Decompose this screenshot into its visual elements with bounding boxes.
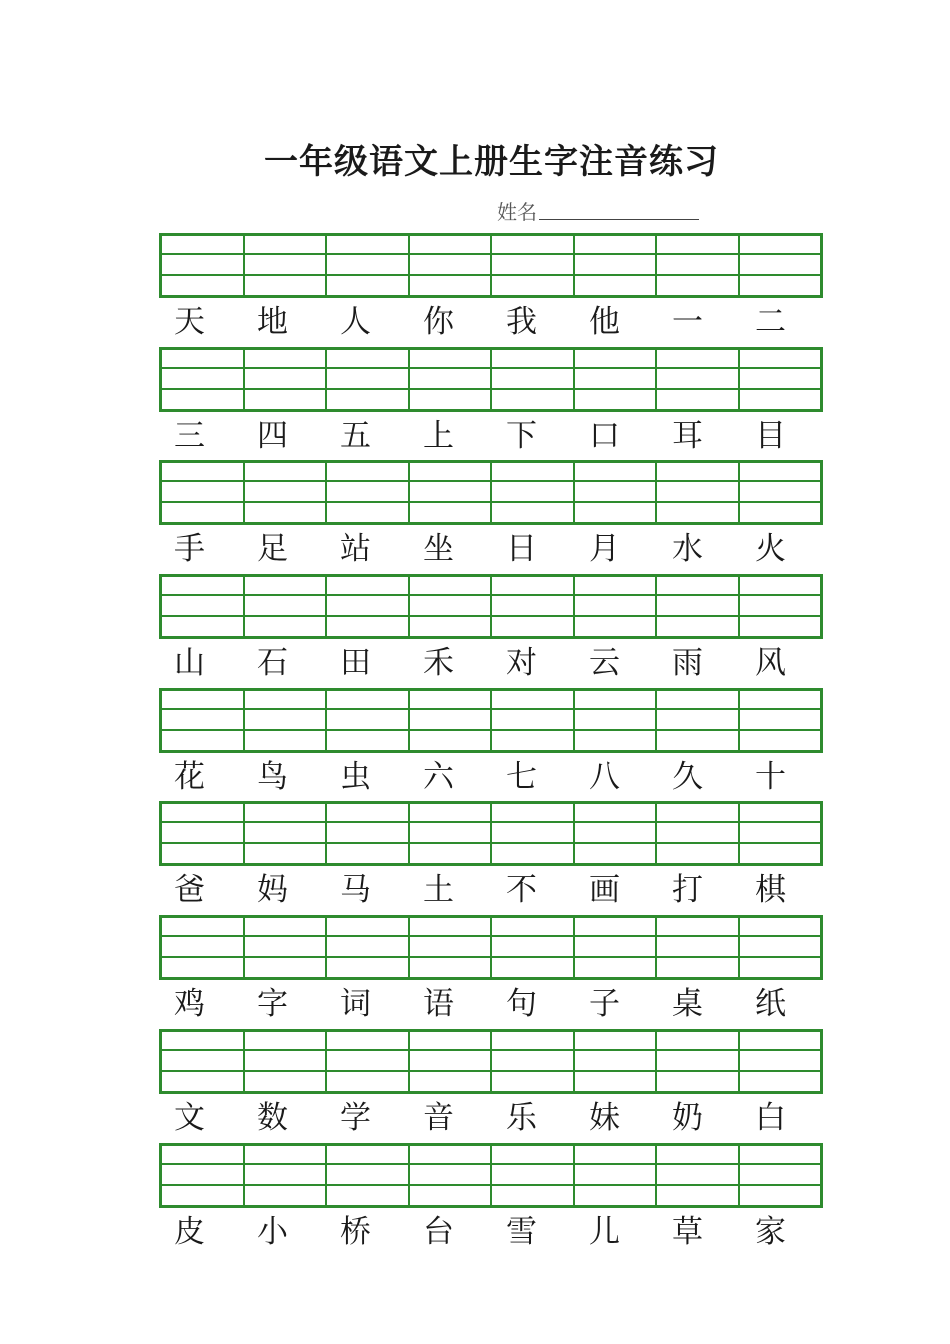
character: 词	[340, 986, 371, 1023]
character: 二	[755, 304, 786, 340]
practice-row	[159, 460, 823, 574]
character: 雨	[672, 645, 703, 682]
character: 人	[340, 304, 371, 340]
pinyin-writing-cell[interactable]	[245, 577, 328, 636]
character: 花	[174, 758, 205, 795]
pinyin-writing-cell[interactable]	[327, 691, 410, 750]
character: 虫	[340, 758, 371, 795]
pinyin-writing-cell[interactable]	[657, 463, 740, 522]
pinyin-writing-cell[interactable]	[492, 577, 575, 636]
pinyin-writing-cell[interactable]	[410, 577, 493, 636]
character: 禾	[423, 645, 454, 682]
pinyin-writing-cell[interactable]	[410, 1032, 493, 1091]
character: 妈	[257, 872, 288, 909]
pinyin-writing-cell[interactable]	[492, 236, 575, 295]
character: 白	[755, 1099, 786, 1136]
pinyin-writing-cell[interactable]	[162, 577, 245, 636]
pinyin-writing-cell[interactable]	[740, 236, 821, 295]
character: 七	[506, 758, 537, 795]
character: 风	[755, 645, 786, 682]
pinyin-writing-cell[interactable]	[162, 1032, 245, 1091]
pinyin-writing-cell[interactable]	[575, 236, 658, 295]
pinyin-writing-cell[interactable]	[327, 577, 410, 636]
name-field	[497, 196, 699, 224]
character: 皮	[174, 1213, 205, 1250]
character: 棋	[755, 872, 786, 909]
pinyin-writing-cell[interactable]	[492, 804, 575, 863]
pinyin-writing-cell[interactable]	[740, 1032, 821, 1091]
character: 桥	[340, 1213, 371, 1250]
pinyin-writing-cell[interactable]	[245, 804, 328, 863]
character: 三	[174, 417, 205, 454]
character: 子	[589, 986, 620, 1023]
character: 打	[672, 872, 703, 909]
character: 雪	[506, 1213, 537, 1250]
character: 地	[257, 304, 288, 340]
character: 水	[672, 531, 703, 568]
character: 上	[423, 417, 454, 454]
character: 下	[506, 417, 537, 454]
pinyin-writing-cell[interactable]	[327, 350, 410, 409]
character: 四	[257, 417, 288, 454]
character: 他	[589, 304, 620, 340]
character: 十	[755, 758, 786, 795]
practice-row	[159, 1029, 823, 1143]
pinyin-writing-cell[interactable]	[245, 1032, 328, 1091]
character: 手	[174, 531, 205, 568]
practice-row	[159, 915, 823, 1029]
pinyin-writing-cell[interactable]	[657, 577, 740, 636]
pinyin-writing-cell[interactable]	[245, 918, 328, 977]
character: 六	[423, 758, 454, 795]
character: 一	[672, 304, 703, 340]
pinyin-writing-cell[interactable]	[740, 804, 821, 863]
character: 爸	[174, 872, 205, 909]
pinyin-writing-cell[interactable]	[575, 1032, 658, 1091]
practice-row	[159, 688, 823, 802]
pinyin-writing-cell[interactable]	[162, 463, 245, 522]
pinyin-writing-cell[interactable]	[410, 1146, 493, 1205]
pinyin-writing-cell[interactable]	[575, 1146, 658, 1205]
character-row	[159, 643, 823, 683]
character-row	[159, 416, 823, 456]
character: 数	[257, 1099, 288, 1136]
practice-row	[159, 233, 823, 347]
pinyin-writing-cell[interactable]	[410, 350, 493, 409]
character-row	[159, 984, 823, 1024]
practice-row	[159, 1143, 823, 1257]
pinyin-writing-cell[interactable]	[740, 350, 821, 409]
character: 足	[257, 531, 288, 568]
character-row	[159, 1212, 823, 1252]
character: 家	[755, 1213, 786, 1250]
character: 语	[423, 986, 454, 1023]
character: 我	[506, 304, 537, 340]
pinyin-writing-cell[interactable]	[410, 918, 493, 977]
pinyin-writing-cell[interactable]	[740, 1146, 821, 1205]
character-row	[159, 302, 823, 342]
character: 小	[257, 1213, 288, 1250]
character: 目	[755, 417, 786, 454]
pinyin-writing-cell[interactable]	[492, 350, 575, 409]
pinyin-writing-cell[interactable]	[657, 918, 740, 977]
character: 火	[755, 531, 786, 568]
pinyin-writing-cell[interactable]	[245, 236, 328, 295]
pinyin-writing-cell[interactable]	[575, 350, 658, 409]
pinyin-grid	[159, 1029, 823, 1094]
character: 石	[257, 645, 288, 682]
pinyin-writing-cell[interactable]	[657, 1146, 740, 1205]
character: 乐	[506, 1099, 537, 1136]
pinyin-writing-cell[interactable]	[740, 691, 821, 750]
character: 鸡	[174, 986, 205, 1023]
pinyin-writing-cell[interactable]	[245, 463, 328, 522]
pinyin-writing-cell[interactable]	[410, 804, 493, 863]
pinyin-writing-cell[interactable]	[162, 236, 245, 295]
page-title: 一年级语文上册生字注音练习	[264, 142, 719, 182]
pinyin-writing-cell[interactable]	[575, 463, 658, 522]
pinyin-writing-cell[interactable]	[162, 350, 245, 409]
practice-row	[159, 347, 823, 461]
character: 日	[506, 531, 537, 568]
character-row	[159, 757, 823, 797]
character: 八	[589, 758, 620, 795]
pinyin-writing-cell[interactable]	[410, 691, 493, 750]
pinyin-writing-cell[interactable]	[575, 804, 658, 863]
character: 文	[174, 1099, 205, 1136]
character: 桌	[672, 986, 703, 1023]
pinyin-writing-cell[interactable]	[327, 918, 410, 977]
character-row	[159, 529, 823, 569]
pinyin-writing-cell[interactable]	[162, 804, 245, 863]
character: 不	[506, 872, 537, 909]
character: 五	[340, 417, 371, 454]
character: 山	[174, 645, 205, 682]
character: 久	[672, 758, 703, 795]
pinyin-writing-cell[interactable]	[492, 918, 575, 977]
pinyin-writing-cell[interactable]	[162, 1146, 245, 1205]
pinyin-writing-cell[interactable]	[410, 463, 493, 522]
pinyin-writing-cell[interactable]	[245, 1146, 328, 1205]
character: 土	[423, 872, 454, 909]
character: 口	[589, 417, 620, 454]
pinyin-writing-cell[interactable]	[327, 1146, 410, 1205]
pinyin-writing-cell[interactable]	[162, 918, 245, 977]
pinyin-writing-cell[interactable]	[245, 350, 328, 409]
character: 奶	[672, 1099, 703, 1136]
pinyin-grid	[159, 460, 823, 525]
character: 田	[340, 645, 371, 682]
character: 你	[423, 304, 454, 340]
character: 句	[506, 986, 537, 1023]
character: 天	[174, 304, 205, 340]
character: 妹	[589, 1099, 620, 1136]
pinyin-grid	[159, 801, 823, 866]
character-row	[159, 1098, 823, 1138]
pinyin-grid	[159, 688, 823, 753]
pinyin-writing-cell[interactable]	[327, 463, 410, 522]
pinyin-writing-cell[interactable]	[575, 918, 658, 977]
character: 鸟	[257, 758, 288, 795]
character: 云	[589, 645, 620, 682]
pinyin-writing-cell[interactable]	[327, 1032, 410, 1091]
pinyin-writing-cell[interactable]	[492, 1146, 575, 1205]
pinyin-writing-cell[interactable]	[327, 236, 410, 295]
character: 画	[589, 872, 620, 909]
character: 学	[340, 1099, 371, 1136]
character: 音	[423, 1099, 454, 1136]
practice-row	[159, 801, 823, 915]
pinyin-writing-cell[interactable]	[575, 691, 658, 750]
character: 耳	[672, 417, 703, 454]
practice-rows	[159, 233, 823, 1256]
pinyin-writing-cell[interactable]	[410, 236, 493, 295]
character-row	[159, 870, 823, 910]
character: 对	[506, 645, 537, 682]
pinyin-grid	[159, 347, 823, 412]
pinyin-writing-cell[interactable]	[657, 804, 740, 863]
character: 坐	[423, 531, 454, 568]
pinyin-writing-cell[interactable]	[657, 691, 740, 750]
pinyin-grid	[159, 1143, 823, 1208]
practice-row	[159, 574, 823, 688]
name-blank-line[interactable]	[539, 219, 699, 220]
pinyin-grid	[159, 915, 823, 980]
character: 台	[423, 1213, 454, 1250]
pinyin-writing-cell[interactable]	[740, 463, 821, 522]
character: 儿	[589, 1213, 620, 1250]
character: 站	[340, 531, 371, 568]
character: 马	[340, 872, 371, 909]
pinyin-writing-cell[interactable]	[492, 463, 575, 522]
character: 字	[257, 986, 288, 1023]
pinyin-writing-cell[interactable]	[740, 577, 821, 636]
pinyin-grid	[159, 574, 823, 639]
pinyin-writing-cell[interactable]	[162, 691, 245, 750]
pinyin-writing-cell[interactable]	[492, 1032, 575, 1091]
name-label: 姓名	[497, 200, 537, 224]
pinyin-writing-cell[interactable]	[740, 918, 821, 977]
character: 纸	[755, 986, 786, 1023]
pinyin-writing-cell[interactable]	[657, 350, 740, 409]
pinyin-writing-cell[interactable]	[327, 804, 410, 863]
pinyin-writing-cell[interactable]	[657, 236, 740, 295]
pinyin-writing-cell[interactable]	[245, 691, 328, 750]
pinyin-writing-cell[interactable]	[575, 577, 658, 636]
pinyin-writing-cell[interactable]	[657, 1032, 740, 1091]
character: 草	[672, 1213, 703, 1250]
pinyin-grid	[159, 233, 823, 298]
pinyin-writing-cell[interactable]	[492, 691, 575, 750]
character: 月	[589, 531, 620, 568]
